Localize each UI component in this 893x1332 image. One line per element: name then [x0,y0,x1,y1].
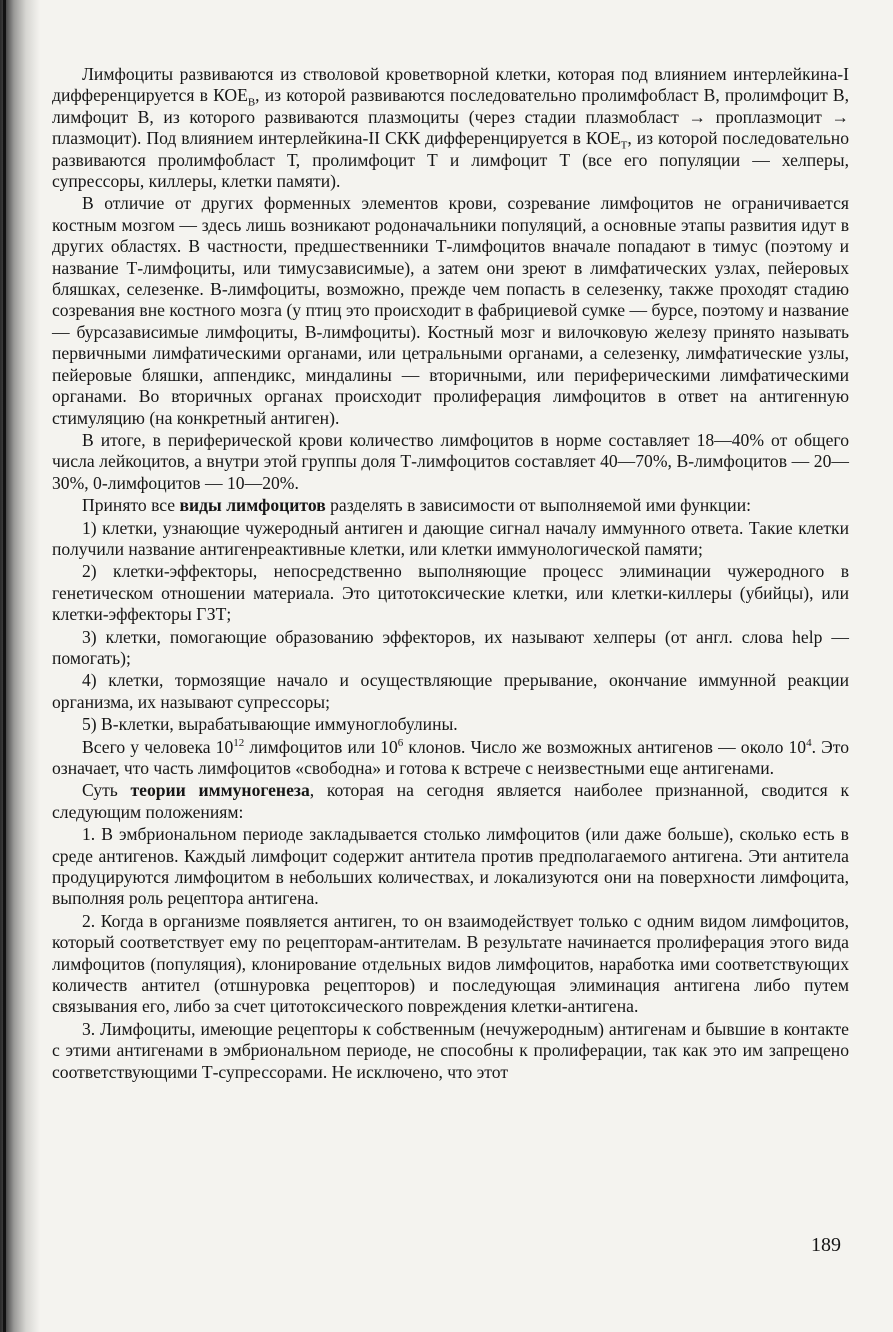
paragraph-p10 [52,737,849,780]
page-binding-edge [3,0,6,1332]
paragraph-p6 [52,561,849,625]
subscript: В [247,96,256,109]
paragraph-p14 [52,1019,849,1083]
bold-term: теории иммуногенеза [130,780,310,801]
paragraph-p11 [52,780,849,823]
text-run: , из которой последовательно развиваются пролимфобласт Т, пролимфоцит Т и лимфоцит Т (все его популяции — хелперы, супрессоры, киллеры, клетки памяти). [52,128,849,192]
text-run: 2. Когда в организме появляется антиген, то он взаимодействует только с одним видом лимфоцитов, который соответствует ему по рецепторам-антителам. В результате начинается пролиферация этого вида лимфоцитов (популяция), клонирование отдельных видов лимфоцитов, наработка ими соответствующих количеств антител (отшнуровка рецепторов) и последующая элиминация антигена либо путем связывания его, либо за счет цитотоксического повреждения клетки-антигена. [52,910,849,1017]
page-number: 189 [811,1234,841,1256]
text-run: , из которой развиваются последовательно пролимфобласт В, пролимфоцит В, лимфоцит В, из которого развиваются плазмоциты (через стадии плазмобласт → проплазмоцит → плазмоцит). Под влиянием интерлейкина-II СКК дифференцируется в КОЕ [52,85,849,149]
text-run: В итоге, в периферической крови количество лимфоцитов в норме составляет 18—40% от общего числа лейкоцитов, а внутри этой группы доля Т-лимфоцитов составляет 40—70%, В-лимфоцитов — 20—30%, 0-лимфоцитов — 10—20%. [52,429,849,493]
text-run: 5) В-клетки, вырабатывающие иммуноглобулины. [82,714,458,735]
text-run: лимфоцитов или 10 [244,736,398,757]
text-run: 4) клетки, тормозящие начало и осуществляющие прерывание, окончание иммунной реакции организма, их называют супрессоры; [52,670,849,712]
text-run: 1. В эмбриональном периоде закладывается столько лимфоцитов (или даже больше), сколько есть в среде антигенов. Каждый лимфоцит содержит антитела против предполагаемого антигена. Эти антитела продуцируются лимфоцитом в небольших количествах, и локализуются они на поверхности лимфоцита, выполняя роль рецептора антигена. [52,824,849,909]
page-binding-shadow [0,0,40,1332]
superscript: 6 [397,736,404,749]
text-run: Принято все [82,495,180,516]
text-run: Суть [82,780,131,801]
paragraph-p3 [52,430,849,494]
text-run: В отличие от других форменных элементов крови, созревание лимфоцитов не ограничивается костным мозгом — здесь лишь возникают родоначальники популяций, а основные этапы развития идут в других областях. В частности, предшественники Т-лимфоцитов вначале попадают в тимус (поэтому и название Т-лимфоциты, или тимусзависимые), а затем они зреют в лимфатических узлах, пейеровых бляшках, селезенке. В-лимфоциты, возможно, прежде чем попасть в селезенку, также проходят стадию созревания вне костного мозга (у птиц это происходит в фабрициевой сумке — бурсе, поэтому и название — бурсазависимые лимфоциты, В-лимфоциты). Костный мозг и вилочковую железу принято называть первичными лимфатическими органами, или цетральными органами, а селезенку, лимфатические узлы, пейеровые бляшки, аппендикс, миндалины — вторичными, или периферическими лимфатическими органами. Во вторичных органах происходит пролиферация лимфоцитов в ответ на антигенную стимуляцию (на конкретный антиген). [52,193,849,428]
text-run: 3. Лимфоциты, имеющие рецепторы к собственным (нечужеродным) антигенам и бывшие в контакте с этими антигенами в эмбриональном периоде, не способны к пролиферации, так как это им запрещено соответствующими Т-супрессорами. Не исключено, что этот [52,1018,849,1082]
text-run: 3) клетки, помогающие образованию эффекторов, их называют хелперы (от англ. слова help — помогать); [52,626,849,668]
paragraph-p5 [52,518,849,561]
paragraph-p8 [52,670,849,713]
superscript: 4 [806,736,812,749]
paragraph-p1 [52,64,849,192]
bold-term: виды лимфоцитов [179,495,326,516]
subscript: Т [620,139,628,152]
paragraph-p13 [52,911,849,1018]
paragraph-p9 [52,714,849,735]
text-run: Всего у человека 10 [82,736,234,757]
text-run: 2) клетки-эффекторы, непосредственно выполняющие процесс элиминации чужеродного в генетическом отношении материала. Это цитотоксические клетки, или клетки-киллеры (убийцы), или клетки-эффекторы ГЗТ; [52,561,849,625]
page-text [52,64,849,1083]
superscript: 12 [233,736,245,749]
text-run: , которая на сегодня является наиболее признанной, сводится к следующим положениям: [52,780,849,822]
paragraph-p12 [52,824,849,910]
text-run: Лимфоциты развиваются из стволовой кроветворной клетки, которая под влиянием интерлейкина-I дифференцируется в КОЕ [52,64,849,106]
text-run: 1) клетки, узнающие чужеродный антиген и дающие сигнал началу иммунного ответа. Такие клетки получили название антигенреактивные клетки, или клетки иммунологической памяти; [52,517,849,559]
paragraph-p2 [52,193,849,428]
paragraph-p7 [52,627,849,670]
text-run: . Это означает, что часть лимфоцитов «свободна» и готова к встрече с неизвестными еще антигенами. [52,736,850,778]
text-run: разделять в зависимости от выполняемой ими функции: [325,495,751,516]
text-run: клонов. Число же возможных антигенов — около 10 [403,736,807,757]
paragraph-p4 [52,495,849,516]
